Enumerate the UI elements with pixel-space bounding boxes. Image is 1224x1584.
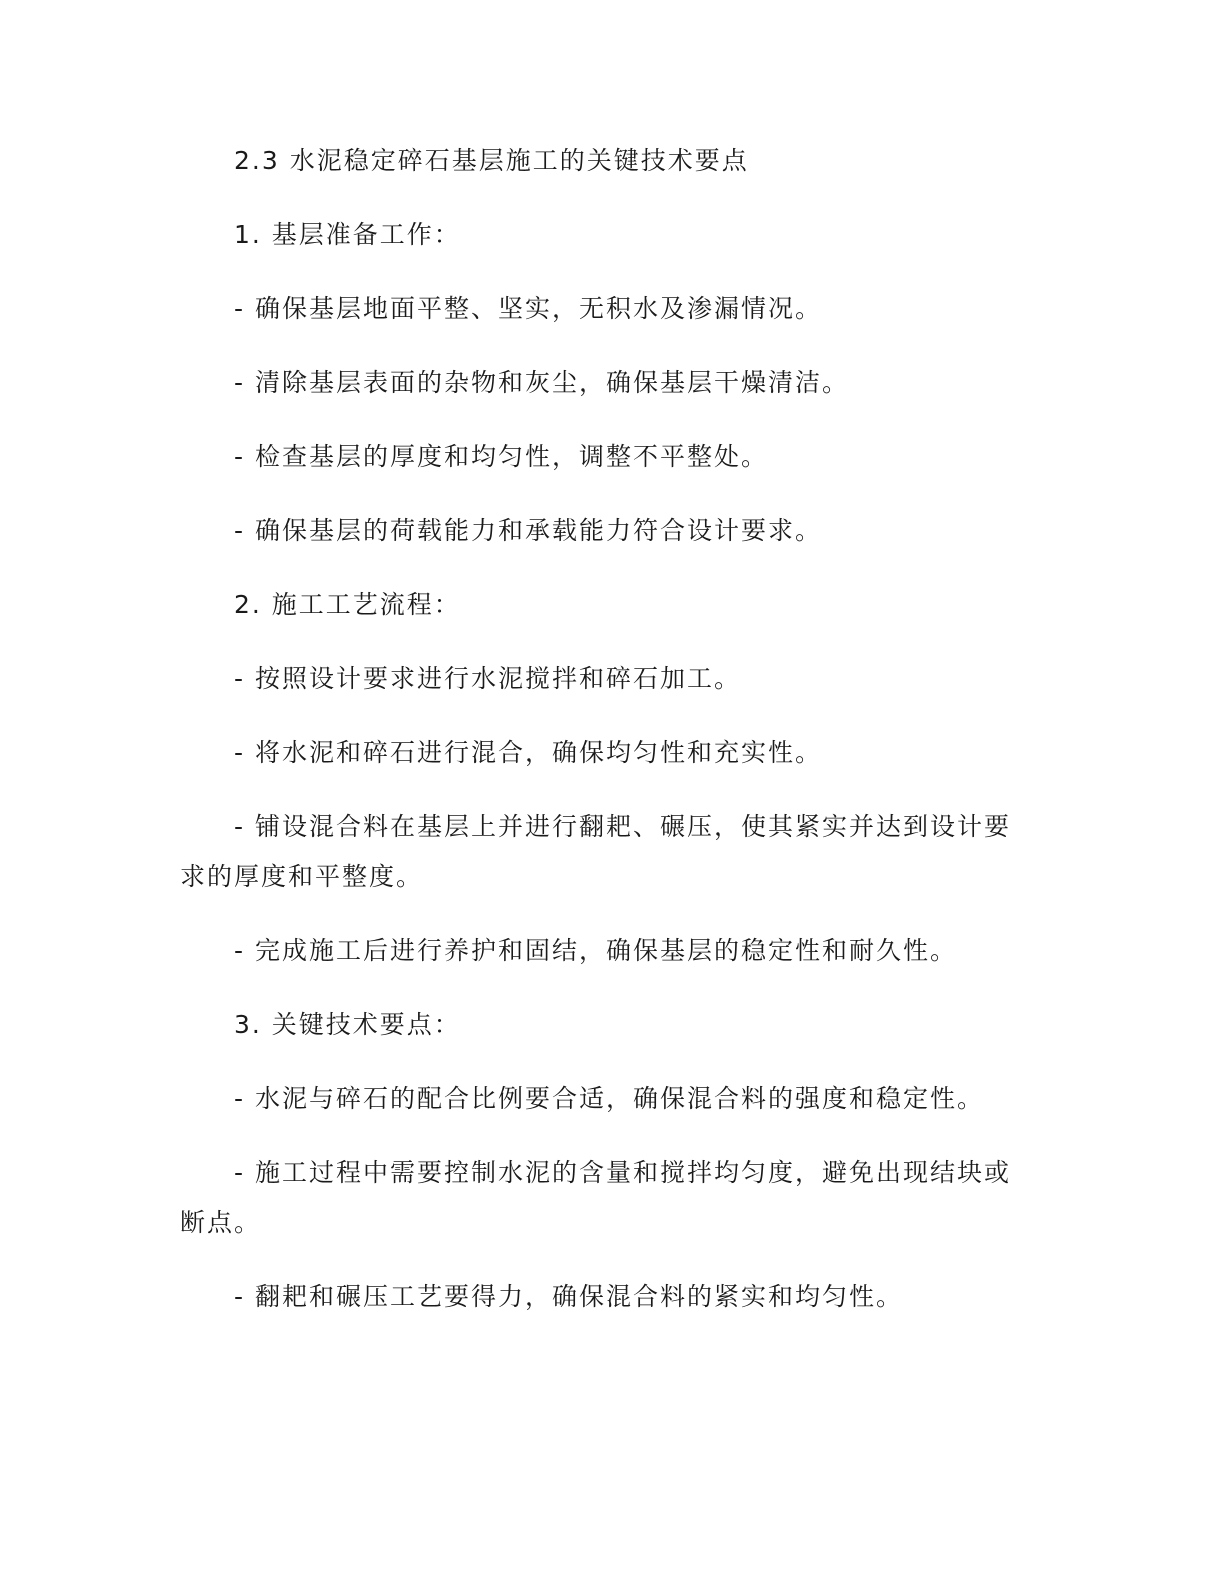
subsection-heading: 2. 施工工艺流程：: [234, 590, 461, 619]
section-heading: 2.3 水泥稳定碎石基层施工的关键技术要点: [234, 146, 749, 175]
list-item: - 按照设计要求进行水泥搅拌和碎石加工。: [234, 664, 741, 693]
list-item: - 水泥与碎石的配合比例要合适，确保混合料的强度和稳定性。: [234, 1084, 984, 1113]
subsection-heading: 3. 关键技术要点：: [234, 1010, 461, 1039]
list-item: - 确保基层地面平整、坚实，无积水及渗漏情况。: [234, 294, 822, 323]
list-item: - 检查基层的厚度和均匀性，调整不平整处。: [234, 442, 768, 471]
list-item: - 铺设混合料在基层上并进行翻耙、碾压，使其紧实并达到设计要求的厚度和平整度。: [180, 812, 1011, 891]
document-body: [180, 136, 1014, 1346]
list-item: - 将水泥和碎石进行混合，确保均匀性和充实性。: [234, 738, 822, 767]
list-item: - 施工过程中需要控制水泥的含量和搅拌均匀度，避免出现结块或断点。: [180, 1158, 1011, 1237]
list-item: - 翻耙和碾压工艺要得力，确保混合料的紧实和均匀性。: [234, 1282, 903, 1311]
list-item: - 确保基层的荷载能力和承载能力符合设计要求。: [234, 516, 822, 545]
list-item: - 清除基层表面的杂物和灰尘，确保基层干燥清洁。: [234, 368, 849, 397]
list-item: - 完成施工后进行养护和固结，确保基层的稳定性和耐久性。: [234, 936, 957, 965]
subsection-heading: 1. 基层准备工作：: [234, 220, 461, 249]
